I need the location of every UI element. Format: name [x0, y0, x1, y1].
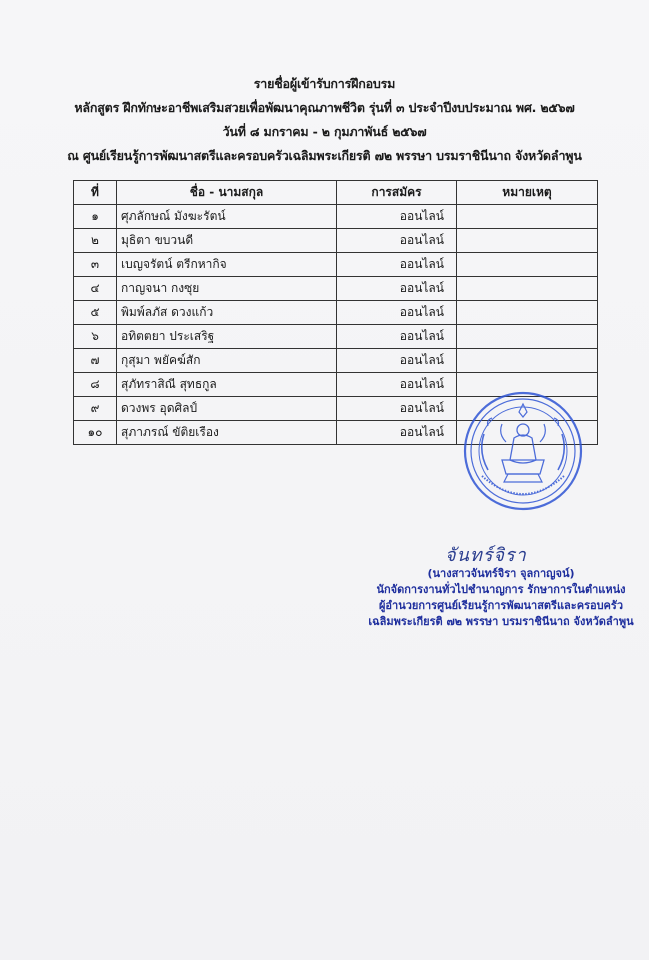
course-venue: ณ ศูนย์เรียนรู้การพัฒนาสตรีและครอบครัวเฉลิมพระเกียรติ ๗๒ พรรษา บรมราชินีนาถ จังหวัดลำพูน — [67, 148, 582, 163]
cell-no: ๔ — [74, 277, 117, 301]
column-header-registration: การสมัคร — [337, 181, 457, 205]
cell-name: พิมพ์ลภัส ดวงแก้ว — [117, 301, 337, 325]
cell-name: ศุภลักษณ์ มังฆะรัตน์ — [117, 205, 337, 229]
cell-registration: ออนไลน์ — [337, 397, 457, 421]
column-header-no: ที่ — [74, 181, 117, 205]
cell-remark — [457, 253, 598, 277]
cell-no: ๕ — [74, 301, 117, 325]
cell-name: มุธิตา ขบวนดี — [117, 229, 337, 253]
table-row — [74, 253, 598, 277]
table-row — [74, 301, 598, 325]
signatory-name: (นางสาวจันทร์จิรา จุลกาญจน์) — [427, 567, 575, 580]
cell-name: อทิตตยา ประเสริฐ — [117, 325, 337, 349]
cell-remark — [457, 205, 598, 229]
cell-no: ๑๐ — [74, 421, 117, 445]
cell-registration: ออนไลน์ — [337, 301, 457, 325]
cell-no: ๗ — [74, 349, 117, 373]
cell-registration: ออนไลน์ — [337, 253, 457, 277]
cell-registration: ออนไลน์ — [337, 373, 457, 397]
table-header-row — [74, 181, 598, 205]
table-row — [74, 325, 598, 349]
cell-remark — [457, 349, 598, 373]
course-dates: วันที่ ๘ มกราคม - ๒ กุมภาพันธ์ ๒๕๖๗ — [222, 124, 427, 139]
signatory-position-line2: ผู้อำนวยการศูนย์เรียนรู้การพัฒนาสตรีและครอบครัว — [378, 599, 624, 612]
cell-no: ๓ — [74, 253, 117, 277]
cell-name: เบญจรัตน์ ตรีกหากิจ — [117, 253, 337, 277]
cell-no: ๖ — [74, 325, 117, 349]
cell-registration: ออนไลน์ — [337, 349, 457, 373]
cell-registration: ออนไลน์ — [337, 325, 457, 349]
cell-name: สุภัทราสิณี สุทธกูล — [117, 373, 337, 397]
signatory-block — [360, 566, 642, 630]
cell-remark — [457, 325, 598, 349]
cell-name: ดวงพร อุดศิลป์ — [117, 397, 337, 421]
cell-remark — [457, 229, 598, 253]
table-row — [74, 229, 598, 253]
signatory-position-line3: เฉลิมพระเกียรติ ๗๒ พรรษา บรมราชินีนาถ จังหวัดลำพูน — [368, 615, 634, 628]
cell-remark — [457, 277, 598, 301]
cell-no: ๘ — [74, 373, 117, 397]
cell-remark — [457, 301, 598, 325]
cell-registration: ออนไลน์ — [337, 421, 457, 445]
cell-no: ๒ — [74, 229, 117, 253]
column-header-name: ชื่อ - นามสกุล — [117, 181, 337, 205]
official-seal-icon — [462, 390, 584, 512]
cell-registration: ออนไลน์ — [337, 229, 457, 253]
cell-name: สุภาภรณ์ ขัติยเรือง — [117, 421, 337, 445]
cell-name: กาญจนา กงซุย — [117, 277, 337, 301]
cell-name: กุสุมา พยัคฆ์สัก — [117, 349, 337, 373]
table-row — [74, 205, 598, 229]
table-row — [74, 277, 598, 301]
cell-no: ๙ — [74, 397, 117, 421]
document-title: รายชื่อผู้เข้ารับการฝึกอบรม — [253, 76, 396, 91]
cell-registration: ออนไลน์ — [337, 205, 457, 229]
cell-no: ๑ — [74, 205, 117, 229]
course-title: หลักสูตร ฝึกทักษะอาชีพเสริมสวยเพื่อพัฒนาคุณภาพชีวิต รุ่นที่ ๓ ประจำปีงบประมาณ พศ. ๒๕๖๗ — [74, 100, 575, 115]
cell-registration: ออนไลน์ — [337, 277, 457, 301]
handwritten-signature: จันทร์จิรา — [445, 545, 527, 566]
column-header-remarks: หมายเหตุ — [457, 181, 598, 205]
signatory-position-line1: นักจัดการงานทั่วไปชำนาญการ รักษาการในตำแหน่ง — [376, 583, 626, 596]
table-row — [74, 349, 598, 373]
